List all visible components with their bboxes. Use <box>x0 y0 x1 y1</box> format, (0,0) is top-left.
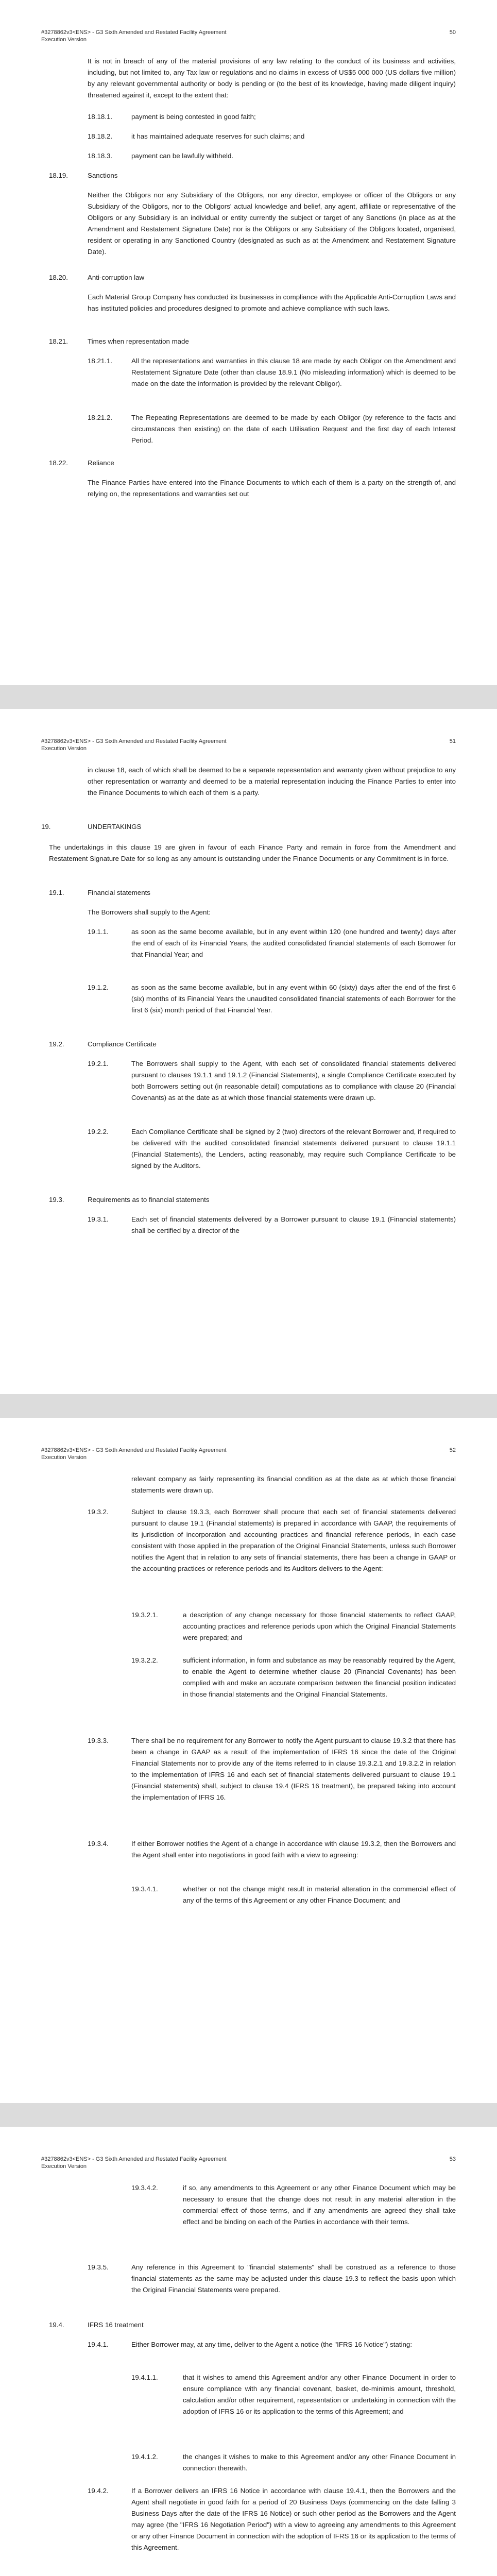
clause-number: 18.21.2. <box>88 414 113 421</box>
clause-number: 19.3.1. <box>88 1215 109 1223</box>
section-number: 18.22. <box>49 459 68 467</box>
clause-text: if so, any amendments to this Agreement or any other Finance Document which may be necessary to ensure that the change does not result in any material alteration in the commercial effect of those terms, and if any amendments are agreed they shall take effect and be binding on each of the Parties in accordance with their terms. <box>183 2184 456 2226</box>
header-version: Execution Version <box>41 37 87 43</box>
page-header <box>41 2156 456 2170</box>
clause-text: There shall be no requirement for any Borrower to notify the Agent pursuant to clause 19.3.2 that there has been a change in GAAP as a result of the implementation of IFRS 16 since the date of the Original Financial Statements nor to provide any of the items referred to in clause 19.3.2.1 and 19.3.2.2 in relation to the implementation of IFRS 16 and each set of financial statements delivered pursuant to clause 19.1 (Financial statements) shall, subject to clause 19.4 (IFRS 16 treatment), be prepared taking into account the implementation of IFRS 16. <box>131 1737 456 1801</box>
header-version: Execution Version <box>41 745 87 752</box>
clause-text: Either Borrower may, at any time, deliver to the Agent a notice (the "IFRS 16 Notice") stating: <box>131 2341 413 2348</box>
clause-number: 19.4.2. <box>88 2487 109 2495</box>
clause-number: 18.18.2. <box>88 132 113 140</box>
header-version: Execution Version <box>41 2163 87 2170</box>
section-heading: Reliance <box>88 459 114 467</box>
clause-number: 19.4.1.2. <box>131 2453 158 2461</box>
clause-number: 19.1.2. <box>88 984 109 991</box>
clause-text: If either Borrower notifies the Agent of a change in accordance with clause 19.3.2, then the Borrowers and the Agent shall enter into negotiations in good faith with a view to agreeing: <box>131 1840 456 1859</box>
clause-number: 19.4.1.1. <box>131 2374 158 2381</box>
clause-text: that it wishes to amend this Agreement and/or any other Finance Document in order to ensure compliance with any financial covenant, basket, de-minimis amount, threshold, calculation and/or other requirement, representation or undertaking in connection with the adoption of IFRS 16 or its application to the terms of this Agreement; and <box>183 2374 456 2415</box>
clause-text: The Borrowers shall supply to the Agent, with each set of consolidated financial statements delivered pursuant to clauses 19.1.1 and 19.1.2 (Financial Statements), a single Compliance Certificate executed by both Borrowers setting out (in reasonable detail) computations as to compliance with clause 20 (Financial Covenants) as at the date as at which those financial statements were drawn up. <box>131 1060 456 1101</box>
paragraph: relevant company as fairly representing its financial condition as at the date as at which those financial statements were drawn up. <box>131 1475 456 1494</box>
clause-number: 19.4.1. <box>88 2341 109 2348</box>
paragraph: Each Material Group Company has conducted its businesses in compliance with the Applicable Anti-Corruption Laws and has instituted policies and procedures designed to promote and achieve compliance with such laws. <box>88 293 456 312</box>
clause-text: sufficient information, in form and substance as may be reasonably required by the Agent, to enable the Agent to determine whether clause 20 (Financial Covenants) has been complied with and make an accurate comparison between the financial position indicated in those financial statements and the Original Financial Statements. <box>183 1656 456 1698</box>
section-number: 18.20. <box>49 274 68 281</box>
section-heading: Anti-corruption law <box>88 274 145 281</box>
clause-number: 18.21.1. <box>88 357 113 365</box>
section-heading: UNDERTAKINGS <box>88 823 142 831</box>
section-heading: IFRS 16 treatment <box>88 2321 144 2329</box>
clause-text: as soon as the same become available, but in any event within 60 (sixty) days after the end of the first 6 (six) months of its Financial Years the unaudited consolidated financial statements of each Borrower for the first 6 (six) month period of that Financial Year. <box>131 984 456 1014</box>
header-document-reference: #3278862v3<ENS> - G3 Sixth Amended and Restated Facility Agreement <box>41 2156 227 2162</box>
clause-text: payment can be lawfully withheld. <box>131 152 234 160</box>
document-page <box>0 2127 497 2576</box>
document-page <box>0 0 497 685</box>
document-page <box>0 709 497 1394</box>
header-document-reference: #3278862v3<ENS> - G3 Sixth Amended and Restated Facility Agreement <box>41 29 227 36</box>
header-document-reference: #3278862v3<ENS> - G3 Sixth Amended and Restated Facility Agreement <box>41 1447 227 1453</box>
clause-text: The Repeating Representations are deemed to be made by each Obligor (by reference to the facts and circumstances then existing) on the date of each Utilisation Request and the first day of each Interest Period. <box>131 414 456 444</box>
clause-text: Each set of financial statements delivered by a Borrower pursuant to clause 19.1 (Financial statements) shall be certified by a director of the <box>131 1215 456 1234</box>
clause-text: Subject to clause 19.3.3, each Borrower shall procure that each set of financial statements delivered pursuant to clause 19.1 (Financial statements) is prepared in accordance with GAAP, the requirements of its jurisdiction of incorporation and accounting practices and financial reference periods, in each case consistent with those applied in the preparation of the Original Financial Statements, unless such Borrower notifies the Agent that in relation to any sets of financial statements, there has been a change in GAAP or the accounting practices or reference periods and its Auditors delivers to the Agent: <box>131 1508 456 1572</box>
clause-number: 18.18.3. <box>88 152 113 160</box>
section-heading: Financial statements <box>88 889 150 896</box>
paragraph: It is not in breach of any of the material provisions of any law relating to the conduct of its business and activities, including, but not limited to, any Tax law or regulations and no claims in excess of US$5 000 000 (US dollars five million) by any relevant governmental authority or body is pending or (to the best of its knowledge, having made diligent inquiry) threatened against it, except to the extent that: <box>88 57 456 99</box>
section-number: 19. <box>41 823 51 831</box>
clause-number: 19.1.1. <box>88 928 109 936</box>
clause-number: 19.3.2.2. <box>131 1656 158 1664</box>
section-heading: Times when representation made <box>88 337 189 345</box>
section-number: 18.21. <box>49 337 68 345</box>
clause-number: 19.3.4. <box>88 1840 109 1848</box>
section-number: 19.3. <box>49 1196 64 1204</box>
clause-text: Any reference in this Agreement to "financial statements" shall be construed as a reference to those financial statements as the same may be adjusted under this clause 19.3 to reflect the basis upon which the Original Financial Statements were prepared. <box>131 2263 456 2294</box>
paragraph: The Borrowers shall supply to the Agent: <box>88 908 211 916</box>
paragraph: The undertakings in this clause 19 are given in favour of each Finance Party and remain in force from the Amendment and Restatement Signature Date for so long as any amount is outstanding under the Finance Documents or any Commitment is in force. <box>49 843 456 862</box>
header-document-reference: #3278862v3<ENS> - G3 Sixth Amended and Restated Facility Agreement <box>41 738 227 744</box>
section-heading: Requirements as to financial statements <box>88 1196 210 1204</box>
paragraph: Neither the Obligors nor any Subsidiary of the Obligors, nor any director, employee or officer of the Obligors or any Subsidiary of the Obligors, nor to the Obligors' actual knowledge and belief, any agent, affiliate or representative of the Obligors or any Subsidiary is an individual or entity currently the subject or target of any Sanctions (in place as at the Amendment and Restatement Signature Date) nor is the Obligors or any Subsidiary of the Obligors located, organised, resident or operating in any Sanctioned Country (designated as such as at the Amendment and Restatement Signature Date). <box>88 191 456 256</box>
section-number: 19.1. <box>49 889 64 896</box>
clause-text: as soon as the same become available, but in any event within 120 (one hundred and twenty) days after the end of each of its Financial Years, the audited consolidated financial statements of each Borrower for that Financial Year; and <box>131 928 456 958</box>
clause-number: 19.3.3. <box>88 1737 109 1744</box>
section-number: 19.2. <box>49 1040 64 1048</box>
paragraph: in clause 18, each of which shall be deemed to be a separate representation and warranty given without prejudice to any other representation or warranty and deemed to be a material representation inducing the Finance Parties to enter into the Finance Documents to which each of them is a party. <box>88 766 456 796</box>
clause-text: Each Compliance Certificate shall be signed by 2 (two) directors of the relevant Borrower and, if required to be delivered with the audited consolidated financial statements delivered pursuant to clause 19.1.1 (Financial Statements), the Lenders, acting reasonably, may require such Compliance Certificate to be signed by the Auditors. <box>131 1128 456 1170</box>
header-version: Execution Version <box>41 1454 87 1461</box>
page-number: 51 <box>449 738 456 744</box>
clause-number: 19.3.4.1. <box>131 1885 158 1893</box>
clause-number: 18.18.1. <box>88 113 113 121</box>
clause-text: whether or not the change might result in material alteration in the commercial effect of any of the terms of this Agreement or any other Finance Document; and <box>183 1885 456 1904</box>
clause-text: it has maintained adequate reserves for such claims; and <box>131 132 305 140</box>
clause-number: 19.2.1. <box>88 1060 109 1067</box>
page-number: 53 <box>449 2156 456 2162</box>
page-header <box>41 1447 456 1461</box>
clause-text: a description of any change necessary for those financial statements to reflect GAAP, accounting practices and reference periods upon which the Original Financial Statements were prepared; and <box>183 1611 456 1641</box>
document-page <box>0 1418 497 2103</box>
clause-number: 19.3.5. <box>88 2263 109 2271</box>
clause-number: 19.3.2.1. <box>131 1611 158 1619</box>
clause-text: payment is being contested in good faith; <box>131 113 256 121</box>
clause-text: the changes it wishes to make to this Agreement and/or any other Finance Document in connection therewith. <box>183 2453 456 2472</box>
paragraph: The Finance Parties have entered into the Finance Documents to which each of them is a party on the strength of, and relying on, the representations and warranties set out <box>88 479 456 498</box>
clause-text: All the representations and warranties in this clause 18 are made by each Obligor on the Amendment and Restatement Signature Date (other than clause 18.9.1 (No misleading information) which is deemed to be made on the date the information is provided by the relevant Obligor). <box>131 357 456 387</box>
clause-number: 19.3.4.2. <box>131 2184 158 2192</box>
page-number: 52 <box>449 1447 456 1453</box>
page-number: 50 <box>449 29 456 36</box>
clause-number: 19.3.2. <box>88 1508 109 1516</box>
section-heading: Sanctions <box>88 172 118 179</box>
section-number: 19.4. <box>49 2321 64 2329</box>
page-header <box>41 738 456 752</box>
section-heading: Compliance Certificate <box>88 1040 157 1048</box>
section-number: 18.19. <box>49 172 68 179</box>
clause-number: 19.2.2. <box>88 1128 109 1136</box>
page-header <box>41 29 456 43</box>
clause-text: If a Borrower delivers an IFRS 16 Notice in accordance with clause 19.4.1, then the Borrowers and the Agent shall negotiate in good faith for a period of 20 Business Days (commencing on the date falling 3 Business Days after the date of the IFRS 16 Notice) or such other period as the Borrowers and the Agent may agree (the "IFRS 16 Negotiation Period") with a view to agreeing any amendments to this Agreement or any other Finance Document in connection with the adoption of IFRS 16 or its application to the terms of this Agreement. <box>131 2487 456 2551</box>
